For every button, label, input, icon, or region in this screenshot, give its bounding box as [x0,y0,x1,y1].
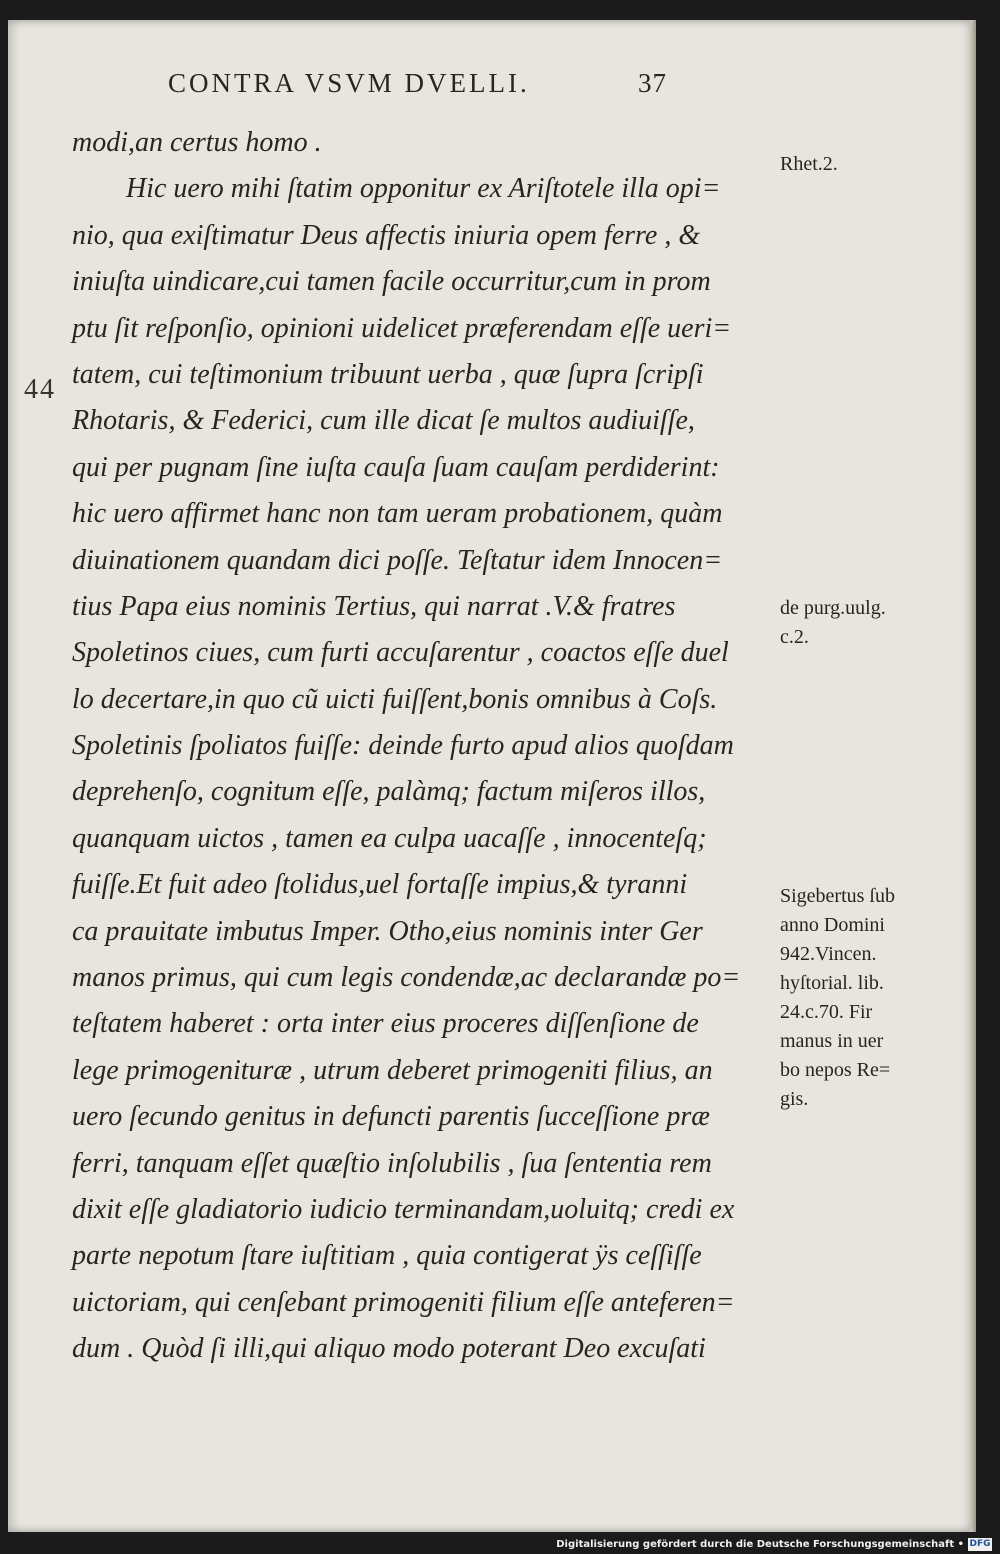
text-line: fuiſſe.Et fuit adeo ſtolidus,uel fortaſſe impius,& tyranni [72,869,688,901]
margin-number: 44 [24,374,56,405]
note-line: Rhet.2. [780,153,838,175]
running-head [168,68,688,104]
note-line: manus in uer [780,1030,884,1052]
marginal-note-rhetoric [780,150,970,179]
text-line: Rhotaris, & Federici, cum ille dicat ſe multos audiuiſſe, [72,405,695,437]
note-line: gis. [780,1088,809,1110]
note-line: bo nepos Re= [780,1059,891,1081]
text-line: manos primus, qui cum legis condendæ,ac declarandæ po= [72,962,741,994]
page-number: 37 [638,68,667,98]
text-line: quanquam uictos , tamen ea culpa uacaſſe , innocenteſq; [72,822,707,854]
body-text [72,120,772,1373]
dfg-logo-icon: DFG [969,1539,991,1549]
text-line: ptu ſit reſponſio, opinioni uidelicet præferendam eſſe ueri= [72,312,732,344]
note-line: Sigebertus ſub [780,885,895,907]
text-line: uictoriam, qui cenſebant primogeniti filium eſſe anteferen= [72,1286,735,1318]
running-head-title: CONTRA VSVM DVELLI. [168,68,530,98]
text-line: uero ſecundo genitus in defuncti parentis ſucceſſione præ [72,1101,710,1133]
text-line: ca prauitate imbutus Imper. Otho,eius nominis inter Ger [72,915,703,947]
text-line: lo decertare,in quo cũ uicti fuiſſent,bonis omnibus à Coſs. [72,683,718,715]
text-line: Spoletinis ſpoliatos fuiſſe: deinde furto apud alios quoſdam [72,730,734,762]
text-line: nio, qua exiſtimatur Deus affectis iniuria opem ferre , & [72,219,701,251]
note-line: 24.c.70. Fir [780,1001,873,1023]
marginal-note-sigebertus [780,882,970,1114]
text-line: deprehenſo, cognitum eſſe, palàmq; factum miſeros illos, [72,776,706,808]
text-line: Hic uero mihi ſtatim opponitur ex Ariſtotele illa opi= [126,173,721,205]
note-line: 942.Vincen. [780,943,877,965]
text-line: qui per pugnam ſine iuſta cauſa ſuam cauſam perdiderint: [72,451,720,483]
text-line: diuinationem quandam dici poſſe. Teſtatur idem Innocen= [72,544,723,576]
note-line: anno Domini [780,914,885,936]
page-edge [970,20,976,1532]
text-line: hic uero affirmet hanc non tam ueram probationem, quàm [72,498,723,530]
text-line: teſtatem haberet : orta inter eius proceres diſſenſione de [72,1008,699,1040]
text-line: parte nepotum ſtare iuſtitiam , quia contigerat ÿs ceſſiſſe [72,1240,702,1272]
note-line: c.2. [780,626,809,648]
note-line: hyſtorial. lib. [780,972,884,994]
marginal-note-purgatione [780,594,970,652]
text-line: Spoletinos ciues, cum furti accuſarentur , coactos eſſe duel [72,637,729,669]
digitization-credit: Digitalisierung gefördert durch die Deutsche Forschungsgemeinschaft • [556,1539,964,1550]
text-line: tius Papa eius nominis Tertius, qui narrat .V.& fratres [72,590,676,622]
text-line: modi,an certus homo . [72,127,322,158]
text-line: tatem, cui teſtimonium tribuunt uerba , quæ ſupra ſcripſi [72,358,704,390]
text-line: lege primogenituræ , utrum deberet primogeniti filius, an [72,1054,713,1086]
note-line: de purg.uulg. [780,597,886,619]
text-line: iniuſta uindicare,cui tamen facile occurritur,cum in prom [72,266,711,298]
book-page [8,20,976,1532]
text-line: ferri, tanquam eſſet quæſtio inſolubilis , ſua ſententia rem [72,1147,712,1179]
text-line: dum . Quòd ſi illi,qui aliquo modo poterant Deo excuſati [72,1333,706,1365]
text-line: dixit eſſe gladiatorio iudicio terminandam,uoluitq; credi ex [72,1193,735,1225]
